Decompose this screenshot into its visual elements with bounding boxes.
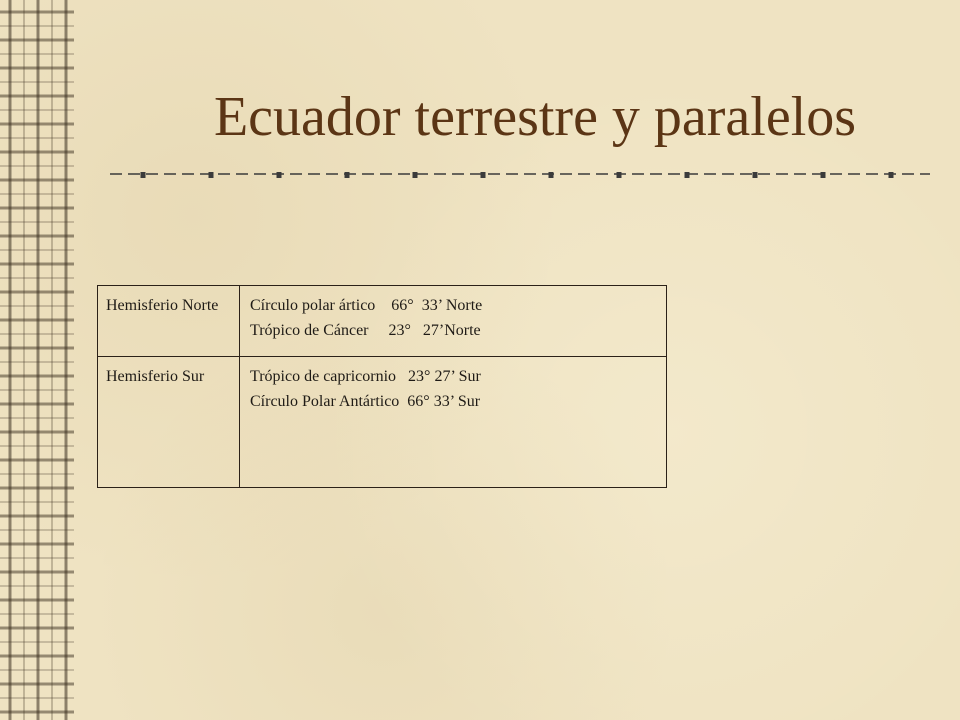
parallels-cell [240,357,666,487]
hemispheres-table [97,285,667,488]
title-divider [110,164,930,184]
divider-marker [821,172,826,178]
hemisphere-label: Hemisferio Sur [98,357,240,487]
decorative-sidebar-pattern [0,0,74,720]
divider-marker [141,172,146,178]
sidebar-pattern-graphic [0,0,74,720]
divider-marker [753,172,758,178]
divider-marker [685,172,690,178]
table-row [98,357,666,487]
divider-marker [413,172,418,178]
parallels-cell [240,286,666,356]
divider-marker [345,172,350,178]
parallel-line: Trópico de Cáncer 23° 27’Norte [250,322,481,339]
divider-marker [209,172,214,178]
parallel-line: Trópico de capricornio 23° 27’ Sur [250,368,481,385]
divider-marker [277,172,282,178]
divider-marker [889,172,894,178]
parallel-line: Círculo Polar Antártico 66° 33’ Sur [250,393,481,410]
divider-marker [549,172,554,178]
dashed-divider-graphic [110,164,930,184]
slide-title: Ecuador terrestre y paralelos [213,86,857,148]
divider-marker [617,172,622,178]
hemisphere-label: Hemisferio Norte [98,286,240,356]
divider-marker [481,172,486,178]
parallel-line: Círculo polar ártico 66° 33’ Norte [250,297,483,314]
table-row [98,286,666,357]
